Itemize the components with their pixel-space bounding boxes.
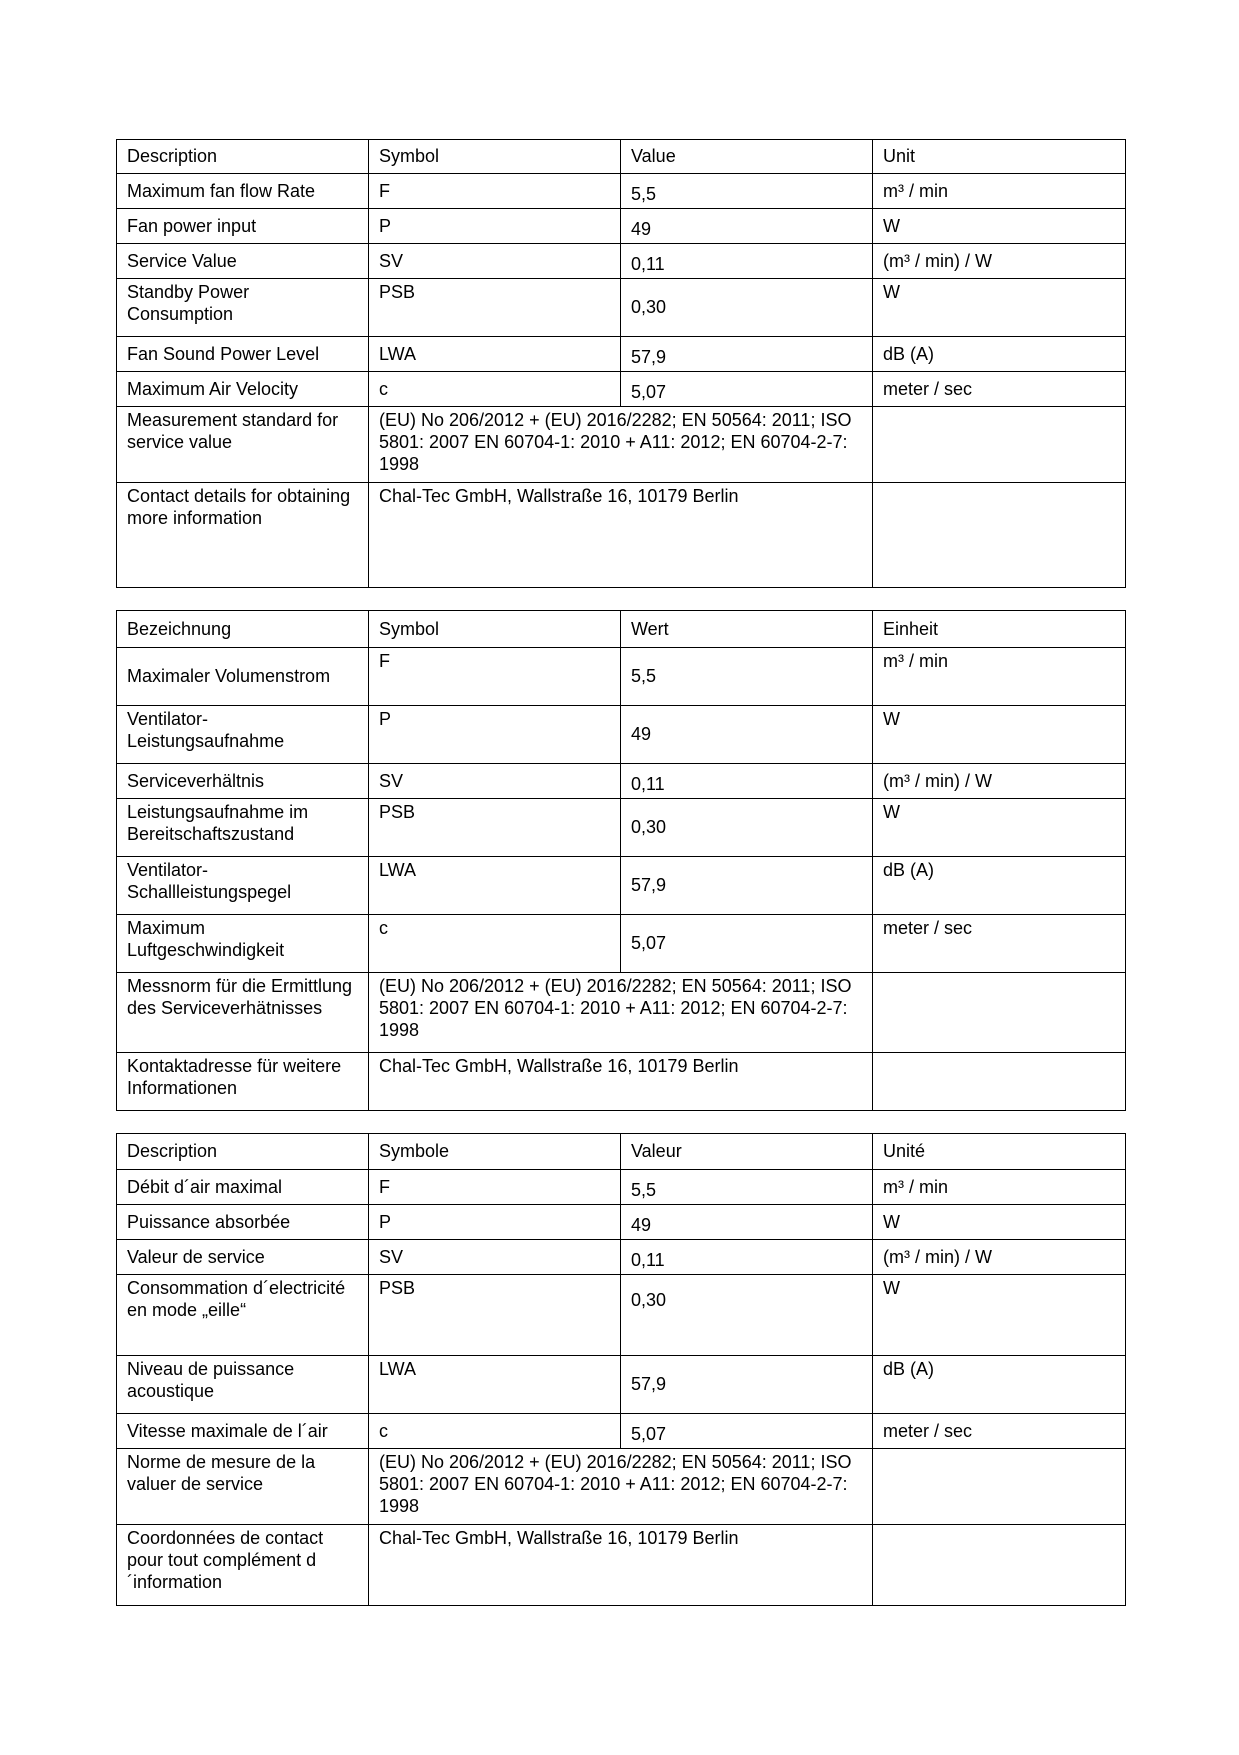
unit-cell: W [873, 799, 1126, 857]
symbol-cell: PSB [369, 1275, 621, 1356]
contact-row [117, 1525, 1126, 1606]
unit-cell: (m³ / min) / W [873, 1240, 1126, 1275]
symbol-cell: P [369, 1205, 621, 1240]
parameter-cell: Maximum Luftgeschwindigkeit [117, 915, 369, 973]
unit-cell: meter / sec [873, 1414, 1126, 1449]
value-cell: 0,11 [621, 764, 873, 799]
standard-label-cell: Norme de mesure de la valuer de service [117, 1449, 369, 1525]
standard-value-cell: (EU) No 206/2012 + (EU) 2016/2282; EN 50564: 2011; ISO 5801: 2007 EN 60704-1: 2010 + A11: 2012; EN 60704-2-7: 1998 [369, 973, 873, 1053]
unit-cell: dB (A) [873, 857, 1126, 915]
table-row [117, 1205, 1126, 1240]
unit-cell: meter / sec [873, 372, 1126, 407]
symbol-cell: c [369, 915, 621, 973]
parameter-cell: Standby Power Consumption [117, 279, 369, 337]
contact-value-cell: Chal-Tec GmbH, Wallstraße 16, 10179 Berlin [369, 1053, 873, 1111]
symbol-cell: PSB [369, 279, 621, 337]
table-row [117, 174, 1126, 209]
header-cell: Value [621, 140, 873, 174]
header-cell: Symbol [369, 140, 621, 174]
symbol-cell: P [369, 209, 621, 244]
parameter-cell: Maximaler Volumenstrom [117, 648, 369, 706]
unit-cell: W [873, 706, 1126, 764]
symbol-cell: P [369, 706, 621, 764]
value-cell: 5,07 [621, 915, 873, 973]
empty-cell [873, 973, 1126, 1053]
table-row [117, 857, 1126, 915]
value-cell: 0,11 [621, 244, 873, 279]
empty-cell [873, 407, 1126, 483]
symbol-cell: c [369, 372, 621, 407]
unit-cell: (m³ / min) / W [873, 764, 1126, 799]
header-cell: Unit [873, 140, 1126, 174]
table-row [117, 1275, 1126, 1356]
standard-row [117, 973, 1126, 1053]
value-cell: 57,9 [621, 857, 873, 915]
standard-row [117, 407, 1126, 483]
parameter-cell: Serviceverhältnis [117, 764, 369, 799]
parameter-cell: Service Value [117, 244, 369, 279]
parameter-cell: Vitesse maximale de l´air [117, 1414, 369, 1449]
empty-cell [873, 1449, 1126, 1525]
empty-cell [873, 1525, 1126, 1606]
contact-label-cell: Coordonnées de contact pour tout complément d´information [117, 1525, 369, 1606]
contact-value-cell: Chal-Tec GmbH, Wallstraße 16, 10179 Berlin [369, 1525, 873, 1606]
table-row [117, 1414, 1126, 1449]
symbol-cell: SV [369, 1240, 621, 1275]
parameter-cell: Puissance absorbée [117, 1205, 369, 1240]
value-cell: 49 [621, 1205, 873, 1240]
value-cell: 49 [621, 706, 873, 764]
contact-row [117, 1053, 1126, 1111]
spec-table-english [116, 139, 1126, 588]
table-row [117, 1170, 1126, 1205]
parameter-cell: Maximum Air Velocity [117, 372, 369, 407]
symbol-cell: LWA [369, 337, 621, 372]
symbol-cell: SV [369, 764, 621, 799]
symbol-cell: PSB [369, 799, 621, 857]
unit-cell: meter / sec [873, 915, 1126, 973]
table-row [117, 915, 1126, 973]
header-cell: Wert [621, 611, 873, 648]
standard-label-cell: Measurement standard for service value [117, 407, 369, 483]
table-row [117, 648, 1126, 706]
document-page [116, 139, 1125, 1606]
value-cell: 5,07 [621, 1414, 873, 1449]
symbol-cell: LWA [369, 1356, 621, 1414]
unit-cell: dB (A) [873, 337, 1126, 372]
empty-cell [873, 483, 1126, 588]
parameter-cell: Fan Sound Power Level [117, 337, 369, 372]
unit-cell: W [873, 1205, 1126, 1240]
standard-value-cell: (EU) No 206/2012 + (EU) 2016/2282; EN 50564: 2011; ISO 5801: 2007 EN 60704-1: 2010 + A11: 2012; EN 60704-2-7: 1998 [369, 1449, 873, 1525]
symbol-cell: LWA [369, 857, 621, 915]
table-row [117, 209, 1126, 244]
table-row [117, 244, 1126, 279]
contact-label-cell: Kontaktadresse für weitere Informationen [117, 1053, 369, 1111]
parameter-cell: Leistungsaufnahme im Bereitschaftszustand [117, 799, 369, 857]
header-cell: Symbol [369, 611, 621, 648]
unit-cell: (m³ / min) / W [873, 244, 1126, 279]
header-cell: Einheit [873, 611, 1126, 648]
value-cell: 5,07 [621, 372, 873, 407]
contact-value-cell: Chal-Tec GmbH, Wallstraße 16, 10179 Berlin [369, 483, 873, 588]
value-cell: 5,5 [621, 1170, 873, 1205]
value-cell: 0,30 [621, 1275, 873, 1356]
symbol-cell: SV [369, 244, 621, 279]
header-cell: Description [117, 1134, 369, 1170]
contact-row [117, 483, 1126, 588]
standard-label-cell: Messnorm für die Ermittlung des Serviceverhätnisses [117, 973, 369, 1053]
symbol-cell: F [369, 1170, 621, 1205]
standard-value-cell: (EU) No 206/2012 + (EU) 2016/2282; EN 50564: 2011; ISO 5801: 2007 EN 60704-1: 2010 + A11: 2012; EN 60704-2-7: 1998 [369, 407, 873, 483]
table-row [117, 799, 1126, 857]
value-cell: 5,5 [621, 648, 873, 706]
unit-cell: W [873, 1275, 1126, 1356]
parameter-cell: Valeur de service [117, 1240, 369, 1275]
parameter-cell: Consommation d´electricité en mode „eille“ [117, 1275, 369, 1356]
table-header-row [117, 140, 1126, 174]
unit-cell: m³ / min [873, 174, 1126, 209]
unit-cell: W [873, 209, 1126, 244]
parameter-cell: Ventilator-Schallleistungspegel [117, 857, 369, 915]
table-row [117, 279, 1126, 337]
standard-row [117, 1449, 1126, 1525]
table-header-row [117, 1134, 1126, 1170]
table-row [117, 764, 1126, 799]
table-row [117, 706, 1126, 764]
contact-label-cell: Contact details for obtaining more information [117, 483, 369, 588]
value-cell: 49 [621, 209, 873, 244]
spec-table-german [116, 610, 1126, 1111]
value-cell: 0,30 [621, 279, 873, 337]
table-row [117, 337, 1126, 372]
value-cell: 57,9 [621, 337, 873, 372]
value-cell: 5,5 [621, 174, 873, 209]
empty-cell [873, 1053, 1126, 1111]
table-row [117, 1356, 1126, 1414]
unit-cell: dB (A) [873, 1356, 1126, 1414]
table-row [117, 372, 1126, 407]
value-cell: 0,30 [621, 799, 873, 857]
value-cell: 57,9 [621, 1356, 873, 1414]
unit-cell: m³ / min [873, 648, 1126, 706]
table-header-row [117, 611, 1126, 648]
unit-cell: W [873, 279, 1126, 337]
symbol-cell: F [369, 648, 621, 706]
header-cell: Unité [873, 1134, 1126, 1170]
unit-cell: m³ / min [873, 1170, 1126, 1205]
symbol-cell: F [369, 174, 621, 209]
symbol-cell: c [369, 1414, 621, 1449]
parameter-cell: Ventilator-Leistungsaufnahme [117, 706, 369, 764]
parameter-cell: Niveau de puissance acoustique [117, 1356, 369, 1414]
parameter-cell: Fan power input [117, 209, 369, 244]
header-cell: Description [117, 140, 369, 174]
parameter-cell: Débit d´air maximal [117, 1170, 369, 1205]
parameter-cell: Maximum fan flow Rate [117, 174, 369, 209]
table-row [117, 1240, 1126, 1275]
value-cell: 0,11 [621, 1240, 873, 1275]
spec-table-french [116, 1133, 1126, 1606]
header-cell: Bezeichnung [117, 611, 369, 648]
header-cell: Valeur [621, 1134, 873, 1170]
header-cell: Symbole [369, 1134, 621, 1170]
